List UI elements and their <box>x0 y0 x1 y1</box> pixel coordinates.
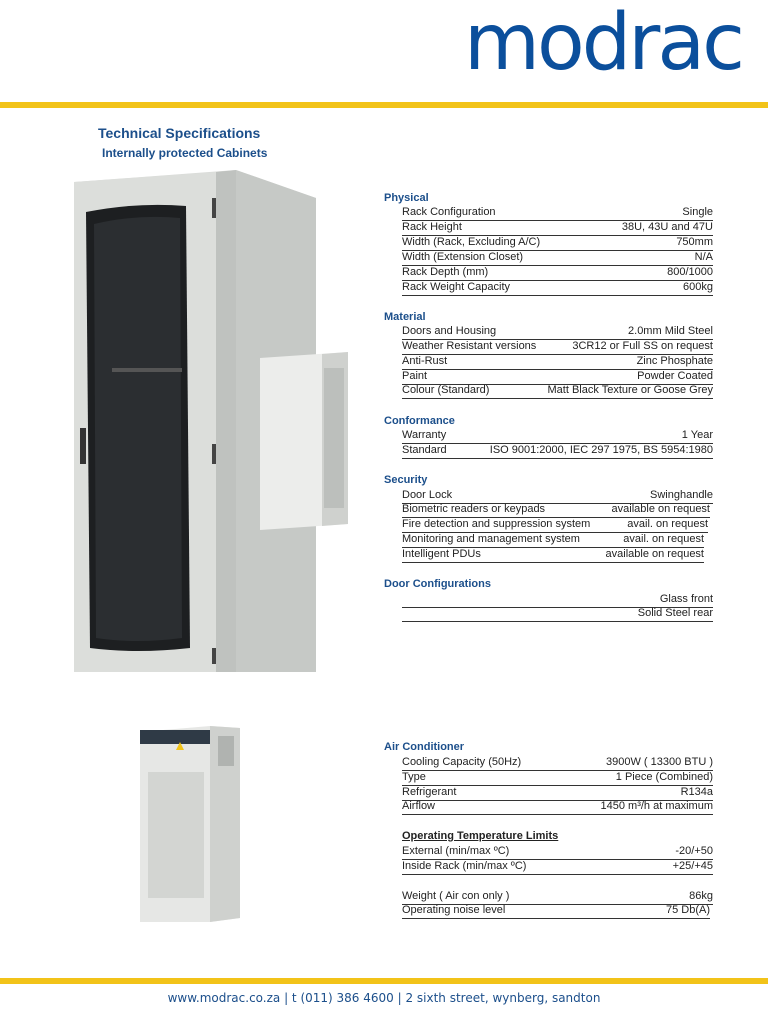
operating-temperature-heading: Operating Temperature Limits <box>402 830 559 842</box>
footer-divider <box>0 978 768 984</box>
spec-label: Rack Weight Capacity <box>402 281 511 293</box>
material-heading: Material <box>384 311 426 323</box>
spec-value: avail. on request <box>627 518 708 530</box>
spec-value: 75 Db(A) <box>665 904 710 916</box>
spec-value: Swinghandle <box>650 489 713 501</box>
spec-row <box>402 266 713 281</box>
spec-row <box>402 281 713 296</box>
spec-row <box>402 325 713 340</box>
spec-row <box>402 251 713 266</box>
security-heading: Security <box>384 474 428 486</box>
spec-label: Warranty <box>402 429 447 441</box>
spec-value: -20/+50 <box>675 845 713 857</box>
spec-value: Powder Coated <box>637 370 713 382</box>
spec-row <box>402 384 713 399</box>
spec-label: Fire detection and suppression system <box>402 518 591 530</box>
spec-row <box>402 845 713 860</box>
spec-value: ISO 9001:2000, IEC 297 1975, BS 5954:1980 <box>489 444 713 456</box>
spec-row <box>402 340 713 355</box>
spec-label: Width (Rack, Excluding A/C) <box>402 236 541 248</box>
spec-label: Intelligent PDUs <box>402 548 481 560</box>
spec-label: Type <box>402 771 426 783</box>
door-configurations-heading: Door Configurations <box>384 578 491 590</box>
spec-row <box>402 444 713 459</box>
spec-value: 750mm <box>676 236 713 248</box>
spec-label: Weather Resistant versions <box>402 340 537 352</box>
spec-value: +25/+45 <box>672 860 713 872</box>
spec-label: Inside Rack (min/max ºC) <box>402 860 527 872</box>
page-subtitle: Internally protected Cabinets <box>102 146 268 160</box>
spec-row <box>402 593 713 608</box>
spec-label: Doors and Housing <box>402 325 497 337</box>
spec-value: Glass front <box>659 593 713 605</box>
spec-label: Anti-Rust <box>402 355 448 367</box>
spec-row <box>402 236 713 251</box>
spec-row <box>402 221 713 236</box>
page-title: Technical Specifications <box>98 125 261 141</box>
spec-value: 86kg <box>689 890 713 902</box>
footer-contact: www.modrac.co.za | t (011) 386 4600 | 2 sixth street, wynberg, sandton <box>167 991 601 1005</box>
spec-row <box>402 355 713 370</box>
spec-value: 38U, 43U and 47U <box>621 221 713 233</box>
spec-row <box>402 206 713 221</box>
spec-label: Operating noise level <box>402 904 506 916</box>
spec-value: R134a <box>680 786 713 798</box>
spec-label: Paint <box>402 370 428 382</box>
spec-row <box>402 503 710 518</box>
spec-value: 1 Year <box>681 429 713 441</box>
spec-value: available on request <box>611 503 710 515</box>
conformance-heading: Conformance <box>384 415 455 427</box>
spec-value: N/A <box>694 251 713 263</box>
spec-row <box>402 890 713 905</box>
spec-row <box>402 370 713 385</box>
spec-row <box>402 429 713 444</box>
spec-value: Zinc Phosphate <box>636 355 713 367</box>
spec-label: Rack Configuration <box>402 206 496 218</box>
spec-value: 600kg <box>683 281 713 293</box>
spec-row <box>402 860 713 875</box>
spec-row <box>402 489 713 504</box>
spec-label: Rack Depth (mm) <box>402 266 489 278</box>
spec-label: Door Lock <box>402 489 453 501</box>
spec-row <box>402 533 704 548</box>
spec-row <box>402 904 710 919</box>
spec-row <box>402 800 713 815</box>
spec-value: 3900W ( 13300 BTU ) <box>606 756 713 768</box>
spec-row <box>402 786 713 801</box>
spec-row <box>402 756 713 771</box>
spec-row <box>402 607 713 622</box>
spec-value: 1 Piece (Combined) <box>615 771 713 783</box>
header-divider <box>0 102 768 108</box>
spec-value: Solid Steel rear <box>637 607 713 619</box>
spec-value: avail. on request <box>623 533 704 545</box>
spec-label: Colour (Standard) <box>402 384 490 396</box>
air-conditioner-image <box>140 726 240 922</box>
spec-label: Rack Height <box>402 221 462 233</box>
spec-label: Airflow <box>402 800 436 812</box>
spec-label: Monitoring and management system <box>402 533 580 545</box>
spec-value: 1450 m³/h at maximum <box>600 800 713 812</box>
spec-label: Weight ( Air con only ) <box>402 890 510 902</box>
air-conditioner-heading: Air Conditioner <box>384 741 465 753</box>
spec-row <box>402 771 713 786</box>
spec-label: External (min/max ºC) <box>402 845 510 857</box>
spec-label: Refrigerant <box>402 786 457 798</box>
modrac-logo: modrac <box>464 0 742 88</box>
spec-row <box>402 548 704 563</box>
spec-label: Standard <box>402 444 447 456</box>
spec-label: Width (Extension Closet) <box>402 251 524 263</box>
physical-heading: Physical <box>384 192 429 204</box>
spec-value: 3CR12 or Full SS on request <box>572 340 713 352</box>
spec-value: 800/1000 <box>667 266 713 278</box>
spec-value: Single <box>682 206 713 218</box>
spec-value: 2.0mm Mild Steel <box>628 325 713 337</box>
spec-label: Cooling Capacity (50Hz) <box>402 756 522 768</box>
cabinet-image <box>66 168 356 672</box>
spec-label: Biometric readers or keypads <box>402 503 546 515</box>
spec-value: available on request <box>605 548 704 560</box>
spec-value: Matt Black Texture or Goose Grey <box>547 384 713 396</box>
spec-row <box>402 518 708 533</box>
